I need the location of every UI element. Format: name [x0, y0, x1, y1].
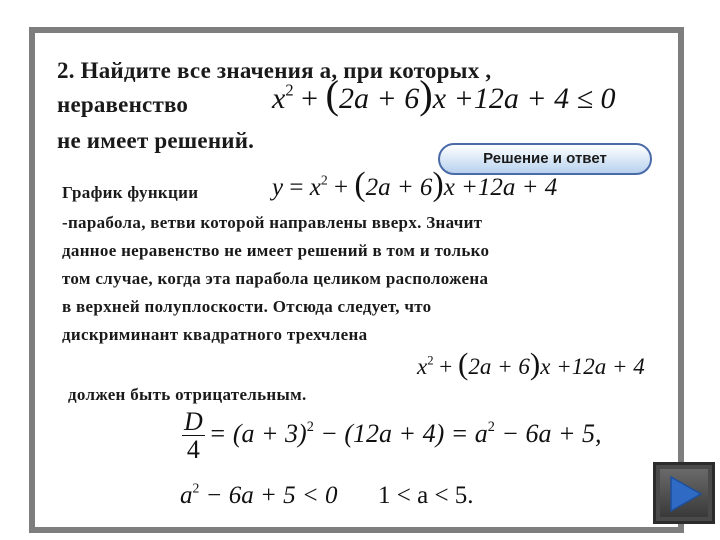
graph-label: График функции — [62, 183, 199, 202]
next-slide-button[interactable] — [653, 462, 715, 524]
task-line-1: 2. Найдите все значения а, при которых , — [57, 58, 492, 83]
explanation-line-4: в верхней полуплоскости. Отсюда следует, что — [62, 297, 432, 316]
explanation-line-3: том случае, когда эта парабола целиком расположена — [62, 269, 489, 288]
task-line-2: неравенство — [57, 92, 189, 117]
explanation-line-2: данное неравенство не имеет решений в том и только — [62, 241, 490, 260]
play-right-icon — [661, 470, 709, 518]
task-line-3: не имеет решений. — [57, 128, 255, 153]
explanation-line-1: -парабола, ветви которой направлены вверх. Значит — [62, 213, 483, 232]
solution-answer-button[interactable]: Решение и ответ — [438, 143, 652, 175]
must-be-negative-text: должен быть отрицательным. — [68, 385, 307, 404]
discriminant-formula: $\frac{D}{4}$ = $(a + 3)^2 - (12a + 4) = a^2 - 6a + 5$, — [184, 407, 602, 465]
main-inequality: $x^2 + (2a + 6)x +12a + 4 \le 0$ — [272, 72, 616, 117]
discriminant-fraction: $\frac{D}{4}$ — [184, 407, 203, 465]
answer-interval: 1 < a < 5. — [378, 482, 474, 509]
quadratic-inequality: $a^2 - 6a + 5 < 0$ — [180, 480, 338, 509]
explanation-line-5: дискриминант квадратного трехчлена — [62, 325, 368, 344]
function-equation: $y = x^2 + (2a + 6)x +12a + 4$ — [272, 166, 558, 203]
trinomial-expression: $x^2 + (2a + 6)x +12a + 4$ — [417, 346, 645, 381]
